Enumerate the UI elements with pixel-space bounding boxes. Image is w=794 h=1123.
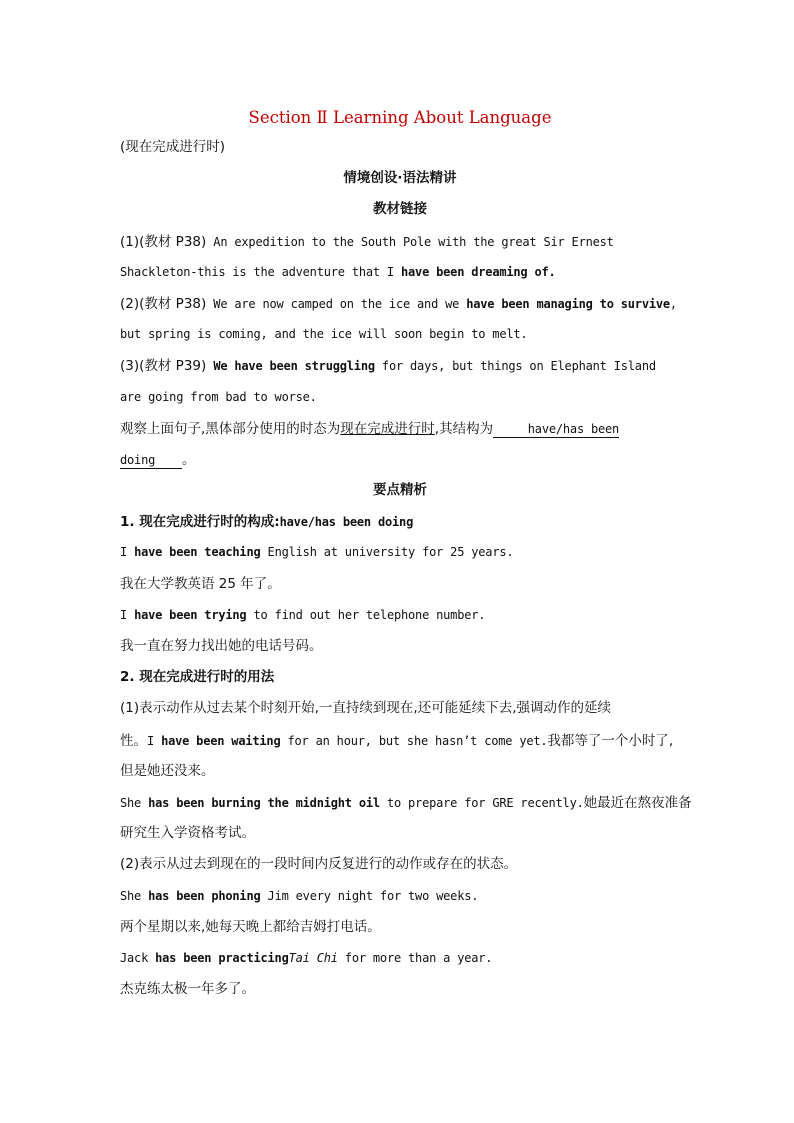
point-2-example-4 <box>120 943 680 974</box>
example-2-line-1 <box>120 288 680 319</box>
example-text: to find out her telephone number. <box>246 607 486 622</box>
example-end: . <box>548 264 556 279</box>
example-text: for days, but things on Elephant Island <box>374 359 656 374</box>
translation-text: 她最近在熬夜准备 <box>583 794 692 811</box>
example-bold-phrase: have been teaching <box>134 545 261 560</box>
example-1-line-2 <box>120 257 680 288</box>
answer-structure-cont: doing <box>120 452 156 467</box>
point-2-example-1 <box>120 787 692 818</box>
example-text: I <box>147 733 162 748</box>
point-1-example-2 <box>120 600 680 631</box>
section-heading-context: 情境创设·语法精讲 <box>343 170 457 187</box>
point-2-heading <box>120 662 680 693</box>
point-heading: 2. 现在完成进行时的用法 <box>120 669 275 686</box>
example-text: for an hour, but she hasn’t come yet. <box>280 733 548 748</box>
point-2-use-1-line-1: (1)表示动作从过去某个时刻开始,一直持续到现在,还可能延续下去,强调动作的延续 <box>120 700 611 717</box>
example-bold-phrase: has been practicing <box>155 950 289 965</box>
point-1-translation-2: 我一直在努力找出她的电话号码。 <box>120 638 323 654</box>
point-heading-zh: 1. 现在完成进行时的构成: <box>120 514 280 531</box>
example-text: to prepare for GRE recently. <box>379 795 584 810</box>
example-number: (3)(教材 P39) <box>120 358 207 375</box>
point-2-example-1-translation: 研究生入学资格考试。 <box>120 825 255 842</box>
observation-text: ,其结构为 <box>434 420 494 437</box>
point-heading-en: have/has been doing <box>279 515 414 530</box>
example-text: , <box>669 296 677 311</box>
observation-line-1 <box>120 413 680 444</box>
use-text: 性。 <box>120 732 147 749</box>
example-bold-phrase: have been dreaming of <box>401 264 549 279</box>
example-bold-phrase: has been phoning <box>148 888 261 903</box>
section-subheading-textbook: 教材链接 <box>373 201 427 218</box>
answer-structure: have/has been <box>527 421 620 436</box>
point-1-example-1 <box>120 537 680 568</box>
answer-structure-blank <box>493 422 619 438</box>
example-3-line-2: are going from bad to worse. <box>120 389 317 404</box>
example-bold-phrase: have been trying <box>134 607 247 622</box>
observation-end: 。 <box>182 451 196 468</box>
example-number: (2)(教材 P38) <box>120 295 207 312</box>
translation-text: 我都等了一个小时了, <box>547 732 674 749</box>
section-heading-key-points: 要点精析 <box>373 482 427 499</box>
subtitle: (现在完成进行时) <box>120 139 226 155</box>
example-text: Jack <box>120 950 156 965</box>
example-text: I <box>120 607 135 622</box>
observation-line-2 <box>120 444 680 475</box>
example-text: Jim every night for two weeks. <box>260 888 479 903</box>
answer-structure-blank-cont <box>120 453 182 469</box>
example-text: She <box>120 795 149 810</box>
example-text: She <box>120 888 149 903</box>
example-text: for more than a year. <box>337 950 493 965</box>
point-2-example-3-translation: 两个星期以来,她每天晚上都给吉姆打电话。 <box>120 918 381 935</box>
example-text: We are now camped on the ice and we <box>206 296 467 311</box>
example-text: An expedition to the South Pole with the great Sir Ernest <box>206 234 614 249</box>
point-2-example-3 <box>120 881 680 912</box>
page-title: Section Ⅱ Learning About Language <box>248 108 552 127</box>
example-text: English at university for 25 years. <box>260 545 514 560</box>
example-number: (1)(教材 P38) <box>120 233 207 250</box>
example-bold-phrase: has been burning the midnight oil <box>148 795 380 810</box>
document-content <box>120 104 692 1005</box>
example-3-line-1 <box>120 350 680 381</box>
point-2-example-4-translation: 杰克练太极一年多了。 <box>120 981 255 998</box>
point-2-use-2: (2)表示从过去到现在的一段时间内反复进行的动作或存在的状态。 <box>120 856 518 873</box>
observation-text: 观察上面句子,黑体部分使用的时态为 <box>120 420 341 437</box>
point-2-use-1-line-2 <box>120 725 680 756</box>
example-text: Shackleton-this is the adventure that I <box>120 264 401 279</box>
example-bold-phrase: have been managing to survive <box>466 296 670 311</box>
example-2-line-2: but spring is coming, and the ice will soon begin to melt. <box>120 327 528 342</box>
example-bold-phrase: We have been struggling <box>213 359 375 374</box>
point-1-heading <box>120 506 680 537</box>
answer-tense: 现在完成进行时 <box>340 420 435 437</box>
point-2-use-1-line-3: 但是她还没来。 <box>120 762 215 779</box>
example-1-line-1 <box>120 226 680 257</box>
point-1-translation-1: 我在大学教英语 25 年了。 <box>120 575 281 592</box>
example-bold-phrase: have been waiting <box>161 733 281 748</box>
example-text: I <box>120 545 135 560</box>
example-italic-term: Tai Chi <box>288 950 338 965</box>
